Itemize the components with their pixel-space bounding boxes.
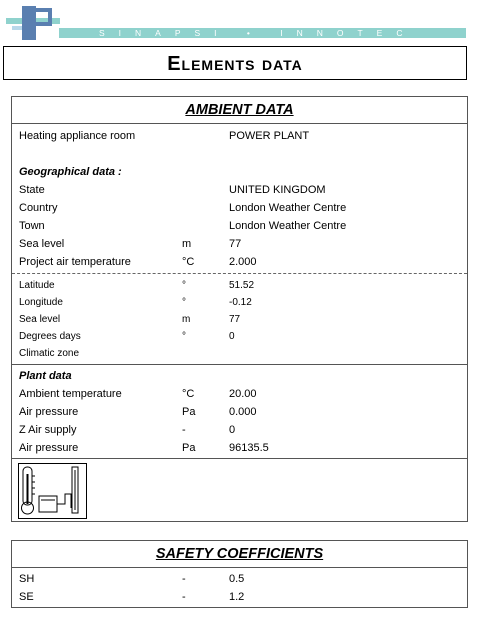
dashed-divider xyxy=(12,273,467,274)
geo-unit: °C xyxy=(182,256,195,268)
brand-name: SINAPSI • INNOTEC xyxy=(99,28,417,38)
plant-label: Air pressure xyxy=(19,406,79,418)
geo-label: Town xyxy=(19,220,45,232)
plant-value: 20.00 xyxy=(229,388,257,400)
geo-value: London Weather Centre xyxy=(229,220,347,232)
plant-unit: °C xyxy=(182,388,195,400)
geo-unit: m xyxy=(182,238,192,250)
plant-subheading: Plant data xyxy=(19,370,72,382)
ambient-data-title: AMBIENT DATA xyxy=(185,102,294,118)
geo-label: Country xyxy=(19,202,58,214)
sinapsi-logo xyxy=(4,4,62,42)
safety-value: 1.2 xyxy=(229,591,245,603)
room-value: POWER PLANT xyxy=(229,130,310,142)
location-value: 77 xyxy=(229,314,241,325)
location-unit: ° xyxy=(182,297,186,308)
location-label: Sea level xyxy=(19,314,61,325)
safety-label: SH xyxy=(19,573,35,585)
geo-label: Sea level xyxy=(19,238,65,250)
plant-value: 0.000 xyxy=(229,406,257,418)
safety-unit: - xyxy=(182,573,186,585)
location-value: 51.52 xyxy=(229,280,255,291)
location-label: Latitude xyxy=(19,280,55,291)
plant-unit: - xyxy=(182,424,186,436)
geo-value: 77 xyxy=(229,238,242,250)
safety-value: 0.5 xyxy=(229,573,245,585)
safety-unit: - xyxy=(182,591,186,603)
geo-value: London Weather Centre xyxy=(229,202,347,214)
geo-value: 2.000 xyxy=(229,256,257,268)
plant-unit: Pa xyxy=(182,442,196,454)
location-label: Climatic zone xyxy=(19,348,80,359)
location-label: Longitude xyxy=(19,297,63,308)
plant-label: Z Air supply xyxy=(19,424,77,436)
plant-value: 96135.5 xyxy=(229,442,269,454)
geo-value: UNITED KINGDOM xyxy=(229,184,326,196)
ambient-data-section xyxy=(11,96,468,522)
ambient-data-header xyxy=(12,97,467,124)
location-value: 0 xyxy=(229,331,235,342)
plant-value: 0 xyxy=(229,424,236,436)
thermometer-illustration xyxy=(18,463,87,519)
location-unit: ° xyxy=(182,280,186,291)
page-title-box xyxy=(3,46,467,80)
divider xyxy=(12,364,467,365)
plant-label: Air pressure xyxy=(19,442,79,454)
room-label: Heating appliance room xyxy=(19,130,136,142)
safety-header xyxy=(12,541,467,568)
geo-label: Project air temperature xyxy=(19,256,131,268)
divider xyxy=(12,458,467,459)
location-value: -0.12 xyxy=(229,297,252,308)
safety-label: SE xyxy=(19,591,34,603)
plant-unit: Pa xyxy=(182,406,196,418)
page-title: Elements data xyxy=(167,53,303,75)
plant-label: Ambient temperature xyxy=(19,388,122,400)
location-label: Degrees days xyxy=(19,331,81,342)
thermometer-icon xyxy=(19,464,86,518)
safety-coefficients-section xyxy=(11,540,468,608)
location-unit: m xyxy=(182,314,191,325)
geo-label: State xyxy=(19,184,45,196)
safety-title: SAFETY COEFFICIENTS xyxy=(155,546,324,562)
location-unit: ° xyxy=(182,331,186,342)
geo-subheading: Geographical data : xyxy=(19,166,122,178)
